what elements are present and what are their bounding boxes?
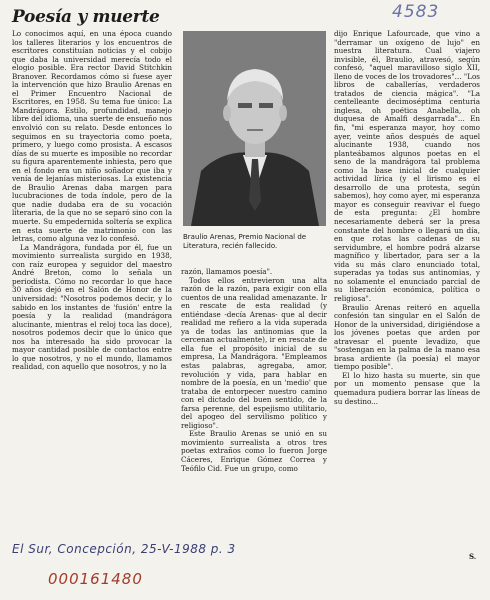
author-photo [183, 31, 326, 226]
paragraph-2: La Mandrágora, fundada por él, fue un movimiento surrealista surgido en 1938, con raíz europea y seguidor del maestro André Breton, como lo señala un periodista. Cómo no recordar lo que hace 30 años dejó en el Salón de Honor de la universidad: "Nosotros podemos decir, y lo sabido en los instantes de 'fusión' entre la poesía y la realidad (mandrágora alucinante, mientras el reloj toca las doce), nosotros podemos decir que lo único que nos ha interesado ha sido provocar la mayor cantidad posible de contactos entre lo que nosotros, y no el mundo, llamamos realidad, con aquello que nosotros, y no la [12, 242, 172, 372]
handwritten-catalog-id: 000161480 [48, 570, 143, 588]
paragraph-6: dijo Enrique Lafourcade, que vino a "derramar un oxígeno de lujo" en nuestra literatura. Cual viajero invisible, él, Braulio, atravesó, según confesó, "aquel maravilloso siglo XII, lleno de voces de los trovadores"... "Los libros de caballerías, verdaderos tratados de ciencia mágica". "La centelleante decimoséptima centuria inglesa, oh poética Anabella, oh duquesa de Amalfi desgarrada"... En fin, "mi esperanza mayor, hoy como ayer, veinte años después de aquel alucinante 1938, cuando nos planteábamos algunos poetas en el seno de la mandrágora tal problema como la base inicial de cualquier actividad lírica (y el lirismo es el desarrollo de una protesta, según sabemos), hoy como ayer, mi esperanza mayor es conseguir reavivar el fuego de esta pregunta: ¿El hombre necesariamente deberá ser la presa constante del hombre o llegará un día, en que rotas las cadenas de su servidumbre, el hombre podrá alzarse magnífico y libertador, para ser a la vida su más claro enunciado total, superadas ya todas sus antinomias, y no solamente el enunciado parcial de su liberación económica, política o religiosa". [334, 30, 480, 303]
article-signature: S. [469, 552, 477, 561]
portrait-image [183, 31, 326, 226]
middle-column [181, 268, 327, 580]
paragraph-7: Braulio Arenas reiteró en aquella confesión tan singular en el Salón de Honor de la universidad, dirigiéndose a los jóvenes poetas que arden por atravesar el puente levadizo, que "sostengan en la palma de la mano esa brasa ardiente (la poesía) el mayor tiempo posible". [334, 302, 480, 372]
left-column [12, 30, 172, 580]
paragraph-3: razón, llamamos poesía". [181, 268, 273, 276]
paragraph-4: Todos ellos entrevieron una alta razón de la razón, para exigir con ella cuentos de una realidad amenazante. Ir en rescate de esta realidad (y entiéndase -decía Arenas- que al decir realidad me refiero a la vida superada ya de todas las antinomias que la cercenan actualmente), ir en rescate de ella fue el propósito inicial de su empresa, La Mandrágora. "Empleamos estas palabras, agregaba, amor, revolución y vida, para hablar en nombre de la poesía, en un 'medio' que trataba de entorpecer nuestro camino con el dictado del buen sentido, de la farsa perenne, del espejismo utilitario, del apogeo del servilismo político y religioso". [181, 275, 327, 430]
right-column [334, 30, 480, 575]
handwritten-source-date: El Sur, Concepción, 25-V-1988 p. 3 [12, 542, 236, 556]
paragraph-8: El lo hizo hasta su muerte, sin que por un momento pensase que la quemadura pudiera borrar las líneas de su destino... [334, 370, 480, 406]
photo-caption: Braulio Arenas, Premio Nacional de Literatura, recién fallecido. [183, 233, 307, 250]
handwritten-number: 4583 [392, 2, 440, 22]
article-title: Poesía y muerte [12, 7, 160, 27]
paragraph-1: Lo conocimos aquí, en una época cuando los talleres literarios y los encuentros de escritores constituían noticias y el cobijo que daba la universidad merecía todo el elogio posible. Era rector David Stitchkin Branover. Recordamos cómo si fuese ayer la intervención que hizo Braulio Arenas en el Primer Encuentro Nacional de Escritores, en 1958. Su tema fue único: La Mandrágora. Estilo, profundidad, manejo libre del idioma, una suerte de ensueño nos envolvió con su relato. Desde entonces lo seguimos en su trayectoria como poeta, primero, y luego como prosista. A escasos días de su muerte es imposible no recordar su figura aparentemente inhiesta, pero que en el fondo era un niño soñador que iba y venía de lejanías misteriosas. La existencia de Braulio Arenas daba margen para lucubraciones de toda índole, pero de la que nadie dudaba era de su vocación literaria, de la que no se separó sino con la muerte. Su empedernida soltería se explica en esta suerte de matrimonio con las letras, como alguna vez lo confesó. [12, 30, 172, 244]
paragraph-5: Este Braulio Arenas se unió en su movimiento surrealista a otros tres poetas extraños como lo fueron Jorge Cáceres, Enrique Gómez Correa y Teófilo Cid. Fue un grupo, como [181, 429, 327, 473]
